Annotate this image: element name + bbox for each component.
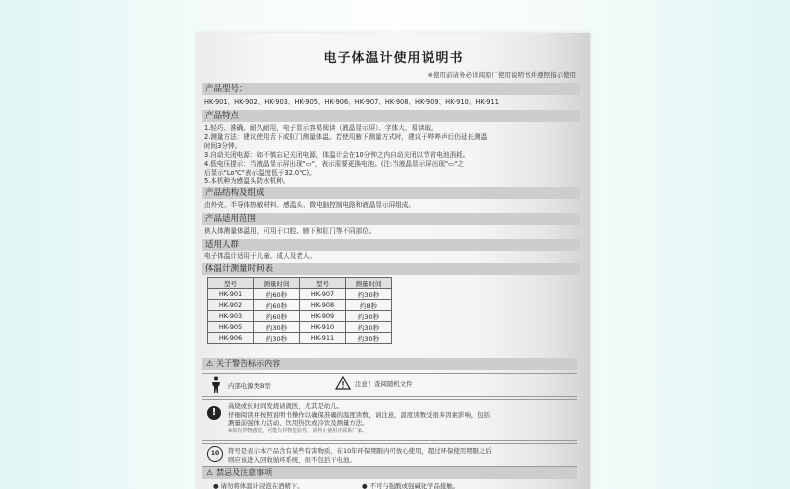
table-cell: 约30秒 <box>346 322 392 333</box>
feature-item: 后显示"Lo℃"表示温度低于32.0℃)。 <box>204 168 316 177</box>
usage-note: ※使用前请务必详阅原厂使用说明书并遵照指示使用 <box>427 71 576 79</box>
table-cell: 约60秒 <box>254 289 300 300</box>
feature-item: 5.本机种为感温头防水机种。 <box>204 177 290 186</box>
features-list <box>204 124 576 186</box>
recycle-text <box>228 447 492 464</box>
feature-item: 2.测量方法：建议使用舌下或肛门测量体温。若使用腋下测量方式时，建议于哔哔声后仍延长测温 <box>204 132 488 141</box>
header-time: 测量时间 <box>254 278 300 289</box>
table-cell: HK-905 <box>208 322 254 333</box>
structure-text: 由外壳、半导体热敏材料、感温头、微电脑控制电路和液晶显示屏组成。 <box>204 201 415 209</box>
table-row <box>208 300 392 311</box>
header-time: 测量时间 <box>346 278 392 289</box>
info-line: 测量前强体力活动、饮用热饮或冷饮及测量方法。 <box>228 419 369 428</box>
scope-text: 供人体测量体温用，可用于口腔、腋下和肛门等不同部位。 <box>204 227 376 235</box>
table-cell: 约30秒 <box>254 322 300 333</box>
warning-triangle-icon: ⚠ <box>206 468 214 477</box>
users-text: 电子体温计适用于儿童、成人及老人。 <box>204 252 317 260</box>
models-heading: 产品型号： <box>202 83 580 95</box>
warnings-heading-bar <box>202 358 577 370</box>
person-bf-icon <box>210 376 222 394</box>
table-cell: 约60秒 <box>254 311 300 322</box>
info-line: 仔细阅读并按照说明书操作以确保准确的温度读数，请注意，温度读数受很多因素影响，包括 <box>228 410 491 419</box>
recycle-10-icon: 10 <box>207 446 223 462</box>
warning-triangle-icon: ⚠ <box>206 359 214 368</box>
table-cell: HK-908 <box>300 300 346 311</box>
table-row <box>208 311 392 322</box>
models-list: HK-901、HK-902、HK-903、HK-905、HK-906、HK-907、HK-908、HK-909、HK-910、HK-911 <box>204 98 499 106</box>
table-cell: HK-902 <box>208 300 254 311</box>
recycle-line: 符号是表示本产品含有某些有害物质，在10年环保期限内可放心使用，超过环保使用期限之后 <box>228 447 492 455</box>
instruction-sheet <box>197 33 590 489</box>
precautions-heading: 禁忌及注意事项 <box>216 468 273 477</box>
table-cell: HK-906 <box>208 333 254 344</box>
precaution-item: ● 不可与强酸或强碱化学品接触。 <box>362 482 460 489</box>
users-heading: 适用人群 <box>202 239 580 251</box>
table-header-row <box>208 278 392 289</box>
table-row <box>208 333 392 344</box>
table-cell: 约30秒 <box>346 311 392 322</box>
table-cell: HK-903 <box>208 311 254 322</box>
warnings-heading: 关于警告标示内容 <box>216 359 281 368</box>
table-cell: 约8秒 <box>346 300 392 311</box>
info-warning-text <box>228 402 490 435</box>
precautions-heading-bar <box>202 467 577 479</box>
table-cell: HK-907 <box>300 289 346 300</box>
table-cell: 约60秒 <box>254 300 300 311</box>
recycle-line: 则应该进入回收循环系统，但不包括干电池。 <box>228 455 356 464</box>
time-table-heading: 体温计测量时间表 <box>202 263 580 275</box>
info-small-note: ※如有异物感觉，可能有异物危险性，请停止使用并联系厂家。 <box>228 427 368 434</box>
feature-item: 3.自动关闭电源：如不慎忘记关闭电源，体温计会在10分钟之内自动关闭以节省电池消耗。 <box>204 150 470 159</box>
info-line: 高烧或长时间发烧请就医，尤其是幼儿。 <box>228 402 344 410</box>
power-type-label: 内部电源类B型 <box>228 382 271 390</box>
table-cell: HK-909 <box>300 311 346 322</box>
header-model: 型号 <box>300 278 346 289</box>
precaution-item: ● 请勿将体温计浸泡在酒精下。 <box>213 482 304 489</box>
info-warning-row <box>202 399 577 441</box>
table-cell: HK-910 <box>300 322 346 333</box>
feature-item: 时间3分钟。 <box>204 141 242 150</box>
header-model: 型号 <box>208 278 254 289</box>
document-title: 电子体温计使用说明书 <box>323 51 464 66</box>
measurement-time-table <box>207 277 392 344</box>
features-heading: 产品特点 <box>202 110 580 122</box>
table-cell: HK-911 <box>300 333 346 344</box>
attention-triangle-icon <box>335 376 351 390</box>
exclamation-icon: ! <box>207 406 221 420</box>
table-cell: HK-901 <box>208 289 254 300</box>
recycle-row <box>202 443 577 467</box>
warning-symbols-row <box>202 373 577 397</box>
table-row <box>208 289 392 300</box>
attention-label: 注意！查阅随机文件 <box>355 380 413 388</box>
table-cell: 约30秒 <box>346 333 392 344</box>
table-row <box>208 322 392 333</box>
feature-item: 1.轻巧、准确、耐久耐用，电子显示容易阅读（液晶显示屏）、字体大、易读取。 <box>204 124 438 132</box>
feature-item: 4.低电压提示：当液晶显示屏出现"▭"，表示需要更换电池。(注:当液晶显示屏出现"▭"之 <box>204 159 464 168</box>
table-cell: 约30秒 <box>254 333 300 344</box>
scope-heading: 产品适用范围 <box>202 213 580 225</box>
table-cell: 约30秒 <box>346 289 392 300</box>
structure-heading: 产品结构及组成 <box>202 187 580 199</box>
